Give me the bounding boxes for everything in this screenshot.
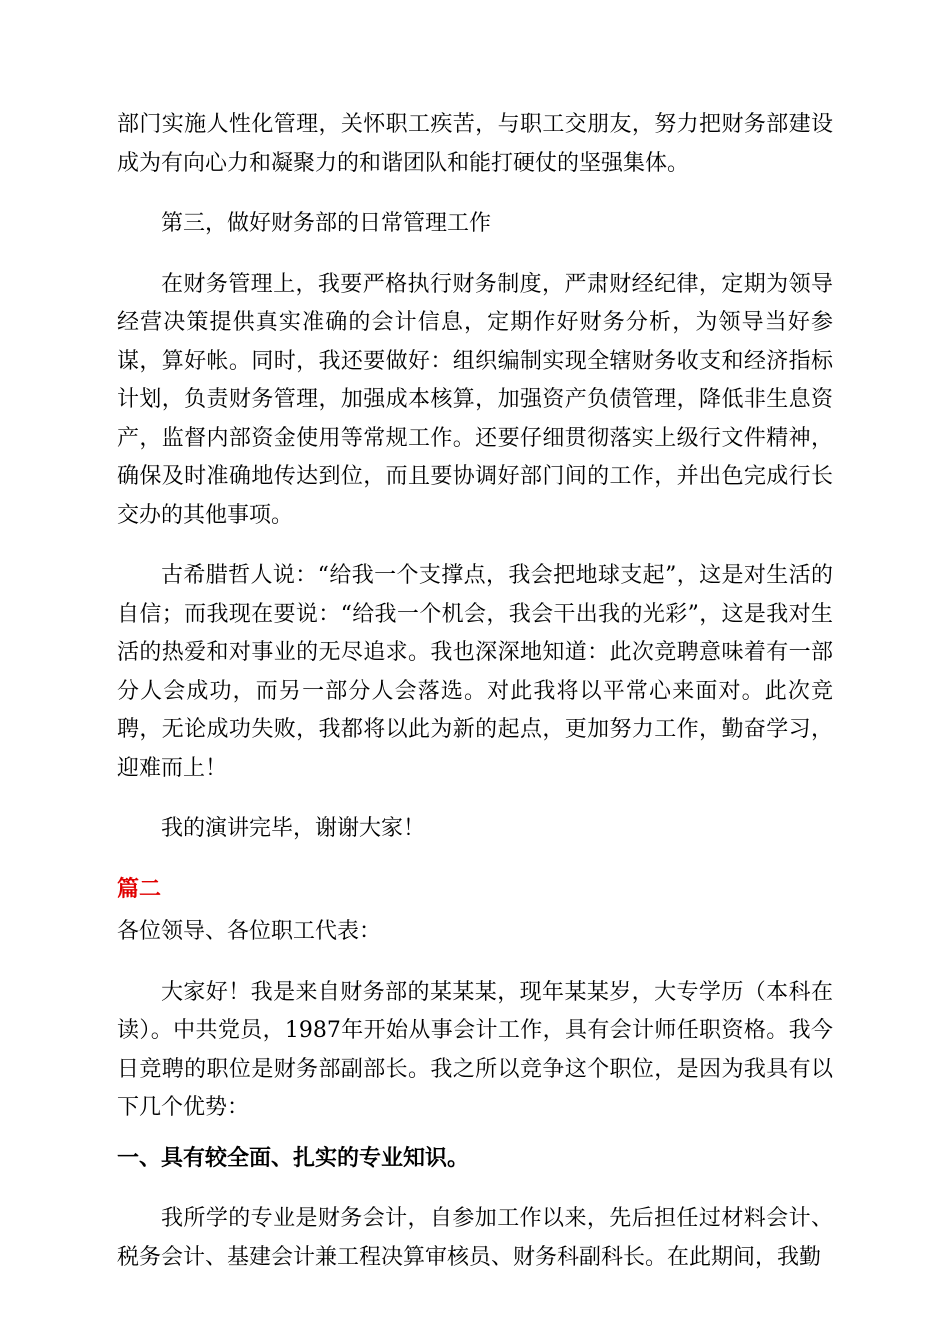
paragraph-self-introduction: 大家好！我是来自财务部的某某某，现年某某岁，大专学历（本科在读）。中共党员，1987年开始从事会计工作，具有会计师任职资格。我今日竞聘的职位是财务部副部长。我之所以竞争这个职位，是因为我具有以下几个优势： [117, 979, 833, 1120]
paragraph-closing: 我的演讲完毕，谢谢大家！ [161, 816, 426, 841]
paragraph-work-experience: 我所学的专业是财务会计，自参加工作以来，先后担任过材料会计、税务会计、基建会计兼工程决算审核员、财务科副科长。在此期间，我勤 [117, 1206, 833, 1270]
paragraph-philosopher-quote: 古希腊哲人说：“给我一个支撑点，我会把地球支起”，这是对生活的自信；而我现在要说：“给我一个机会，我会干出我的光彩”，这是我对生活的热爱和对事业的无尽追求。我也深深地知道：此次竞聘意味着有一部分人会成功，而另一部分人会落选。对此我将以平常心来面对。此次竞聘，无论成功失败，我都将以此为新的起点，更加努力工作，勤奋学习，迎难而上！ [117, 563, 833, 781]
section-title-part-two: 篇二 [117, 876, 162, 902]
heading-professional-knowledge: 一、具有较全面、扎实的专业知识。 [117, 1145, 470, 1171]
document-body [117, 106, 833, 1277]
paragraph-salutation: 各位领导、各位职工代表： [117, 919, 382, 944]
paragraph-financial-management: 在财务管理上，我要严格执行财务制度，严肃财经纪律，定期为领导经营决策提供真实准确的会计信息，定期作好财务分析，为领导当好参谋，算好帐。同时，我还要做好：组织编制实现全辖财务收支和经济指标计划，负责财务管理，加强成本核算，加强资产负债管理，降低非生息资产，监督内部资金使用等常规工作。还要仔细贯彻落实上级行文件精神，确保及时准确地传达到位，而且要协调好部门间的工作，并出色完成行长交办的其他事项。 [117, 271, 833, 528]
paragraph-point-three: 第三，做好财务部的日常管理工作 [161, 211, 492, 236]
paragraph-team-building: 部门实施人性化管理，关怀职工疾苦，与职工交朋友，努力把财务部建设成为有向心力和凝聚力的和谐团队和能打硬仗的坚强集体。 [117, 112, 833, 176]
